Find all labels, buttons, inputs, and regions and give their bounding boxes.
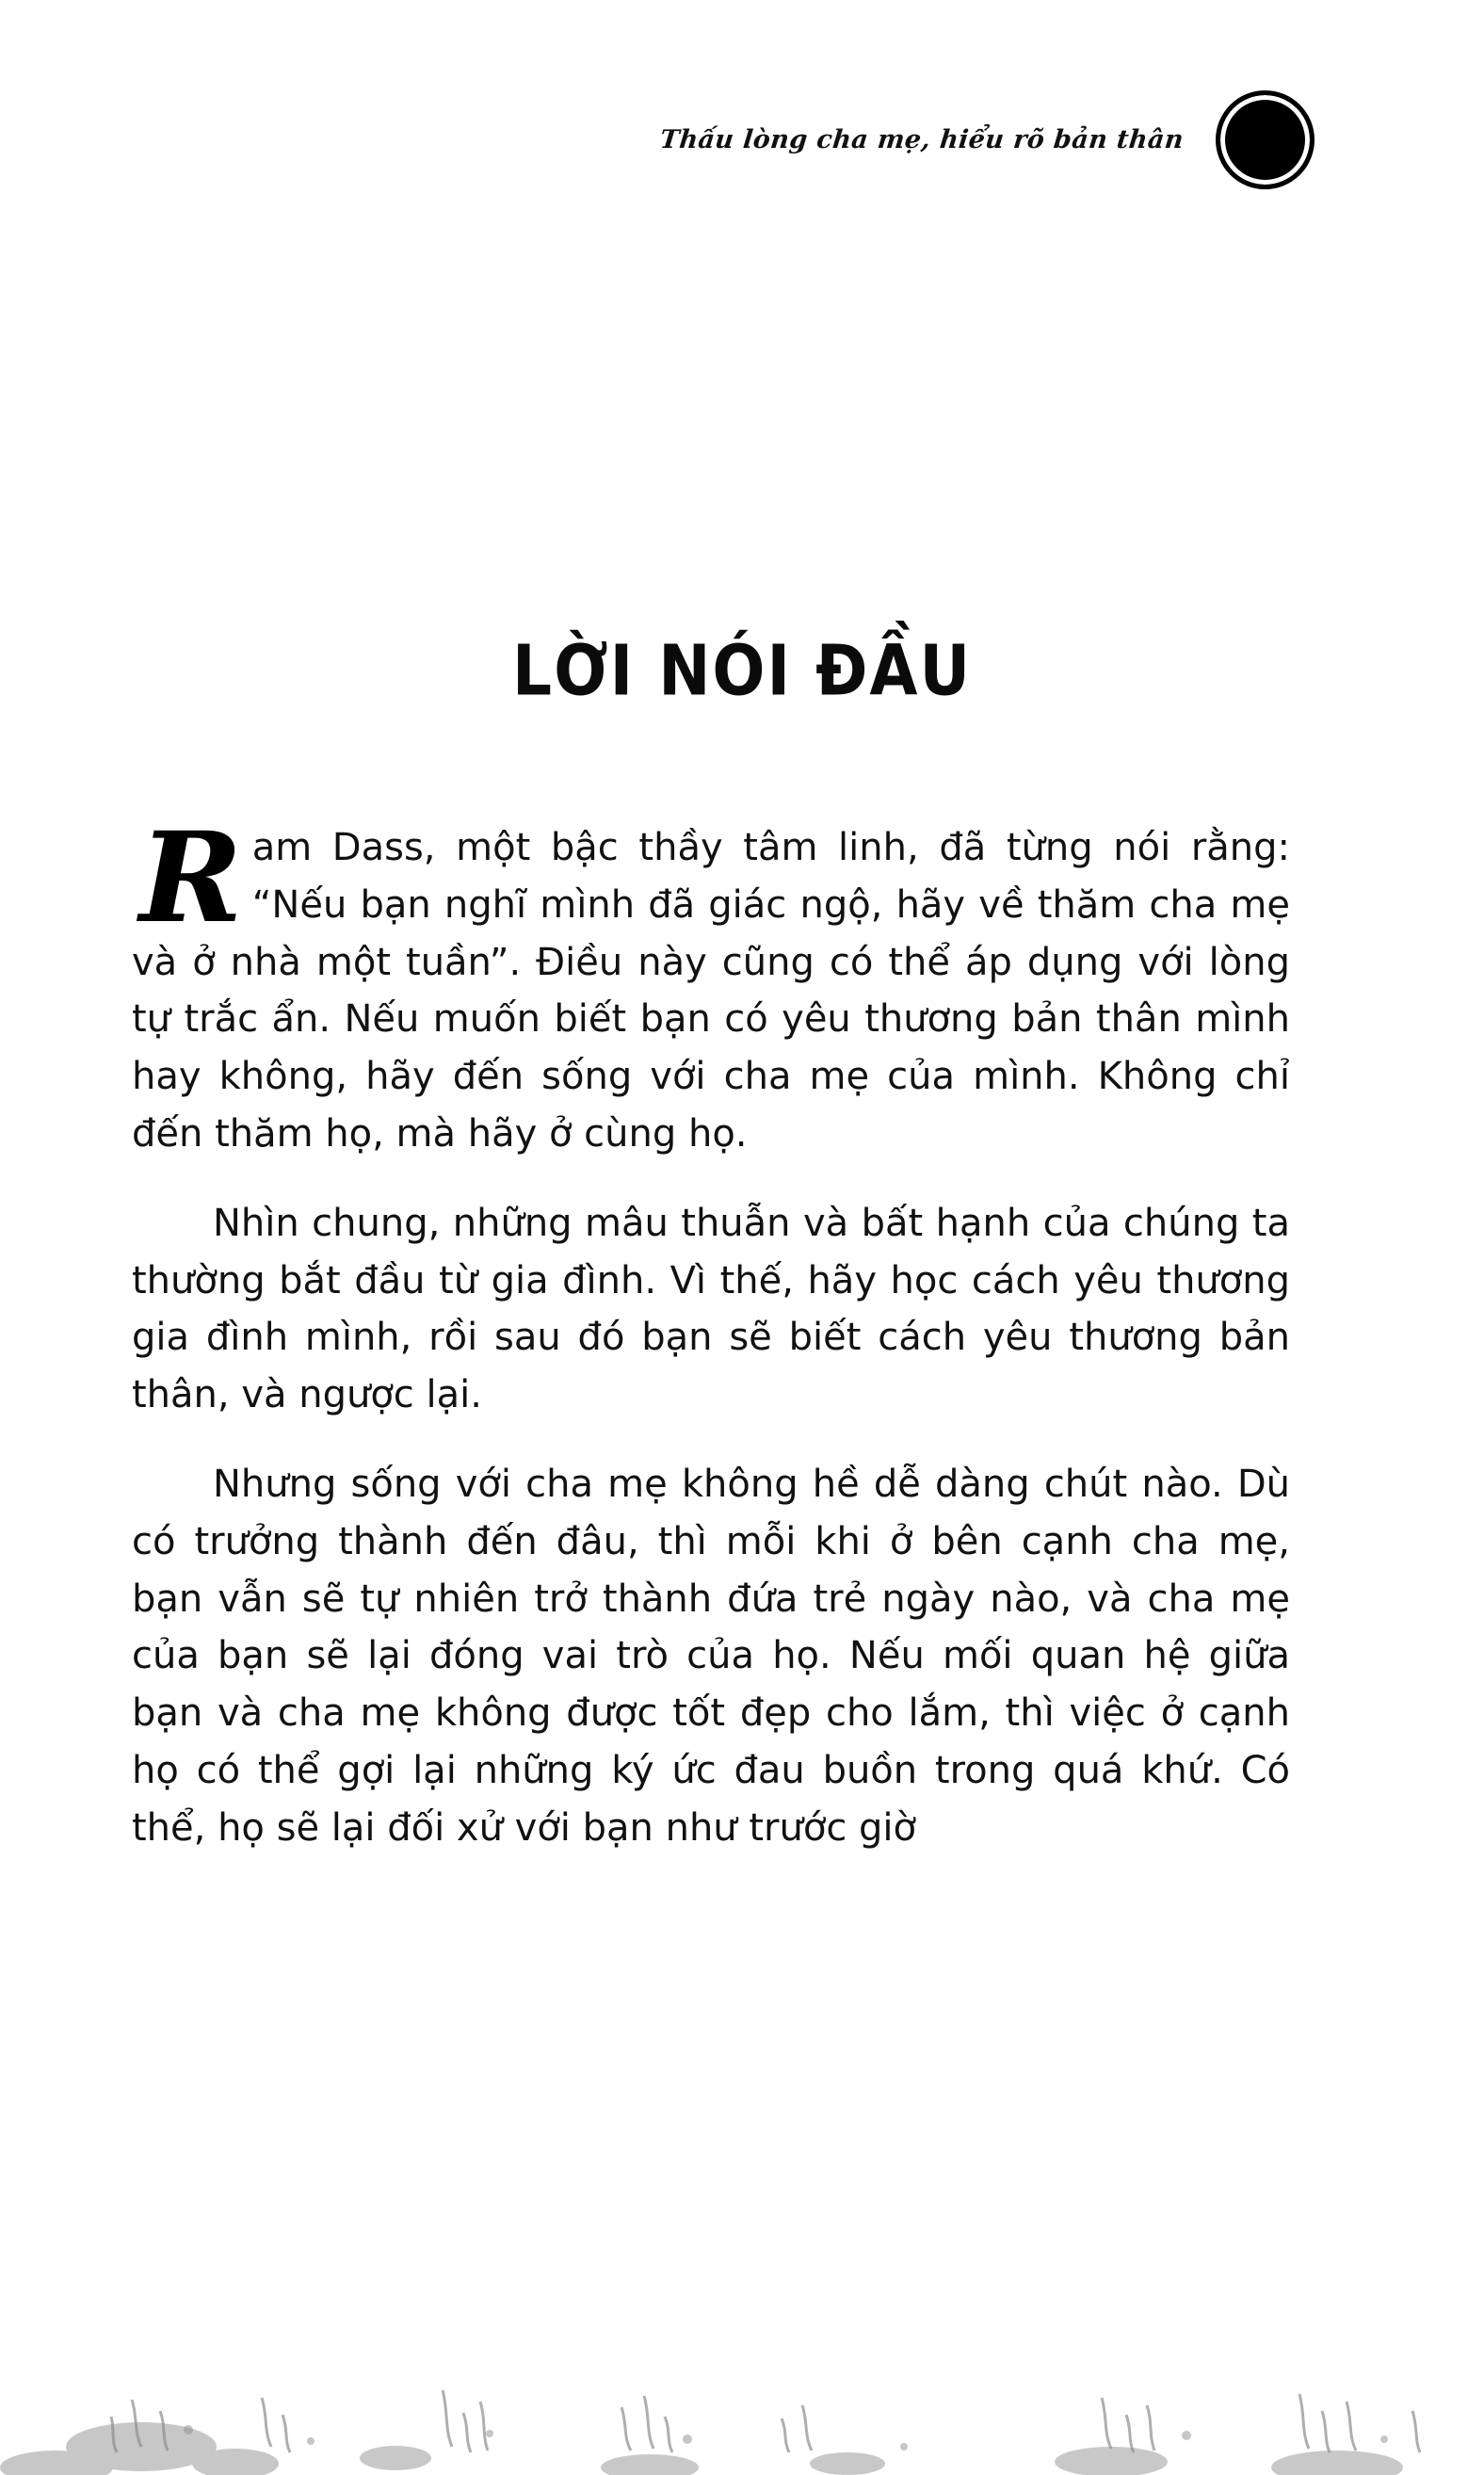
running-head-text: Thấu lòng cha mẹ, hiểu rõ bản thân xyxy=(658,125,1186,154)
paragraph-1 xyxy=(132,805,1290,1163)
body-text xyxy=(132,805,1290,1889)
paragraph-3: Nhưng sống với cha mẹ không hề dễ dàng chút nào. Dù có trưởng thành đến đâu, thì mỗi khi ở bên cạnh cha mẹ, bạn vẫn sẽ tự nhiên trở thành đứa trẻ ngày nào, và cha mẹ của bạn sẽ lại đóng vai trò của họ. Nếu mối quan hệ giữa bạn và cha mẹ không được tốt đẹp cho lắm, thì việc ở cạnh họ có thể gợi lại những ký ức đau buồn trong quá khứ. Có thể, họ sẽ lại đối xử với bạn như trước giờ xyxy=(132,1462,1290,1850)
ink-splatter-decoration xyxy=(0,2164,1484,2475)
paragraph-1-text: am Dass, một bậc thầy tâm linh, đã từng nói rằng: “Nếu bạn nghĩ mình đã giác ngộ, hãy về thăm cha mẹ và ở nhà một tuần”. Điều này cũng có thể áp dụng với lòng tự trắc ẩn. Nếu muốn biết bạn có yêu thương bản thân mình hay không, hãy đến sống với cha mẹ của mình. Không chỉ đến thăm họ, mà hãy ở cùng họ. xyxy=(132,826,1290,1156)
filled-circle-page-marker-icon xyxy=(1216,90,1315,189)
running-head xyxy=(660,90,1315,189)
page-title: LỜI NÓI ĐẦU xyxy=(511,630,973,712)
paragraph-2: Nhìn chung, những mâu thuẫn và bất hạnh của chúng ta thường bắt đầu từ gia đình. Vì thế, hãy học cách yêu thương gia đình mình, rồi sau đó bạn sẽ biết cách yêu thương bản thân, và ngược lại. xyxy=(132,1201,1290,1417)
drop-cap: R xyxy=(139,805,243,951)
